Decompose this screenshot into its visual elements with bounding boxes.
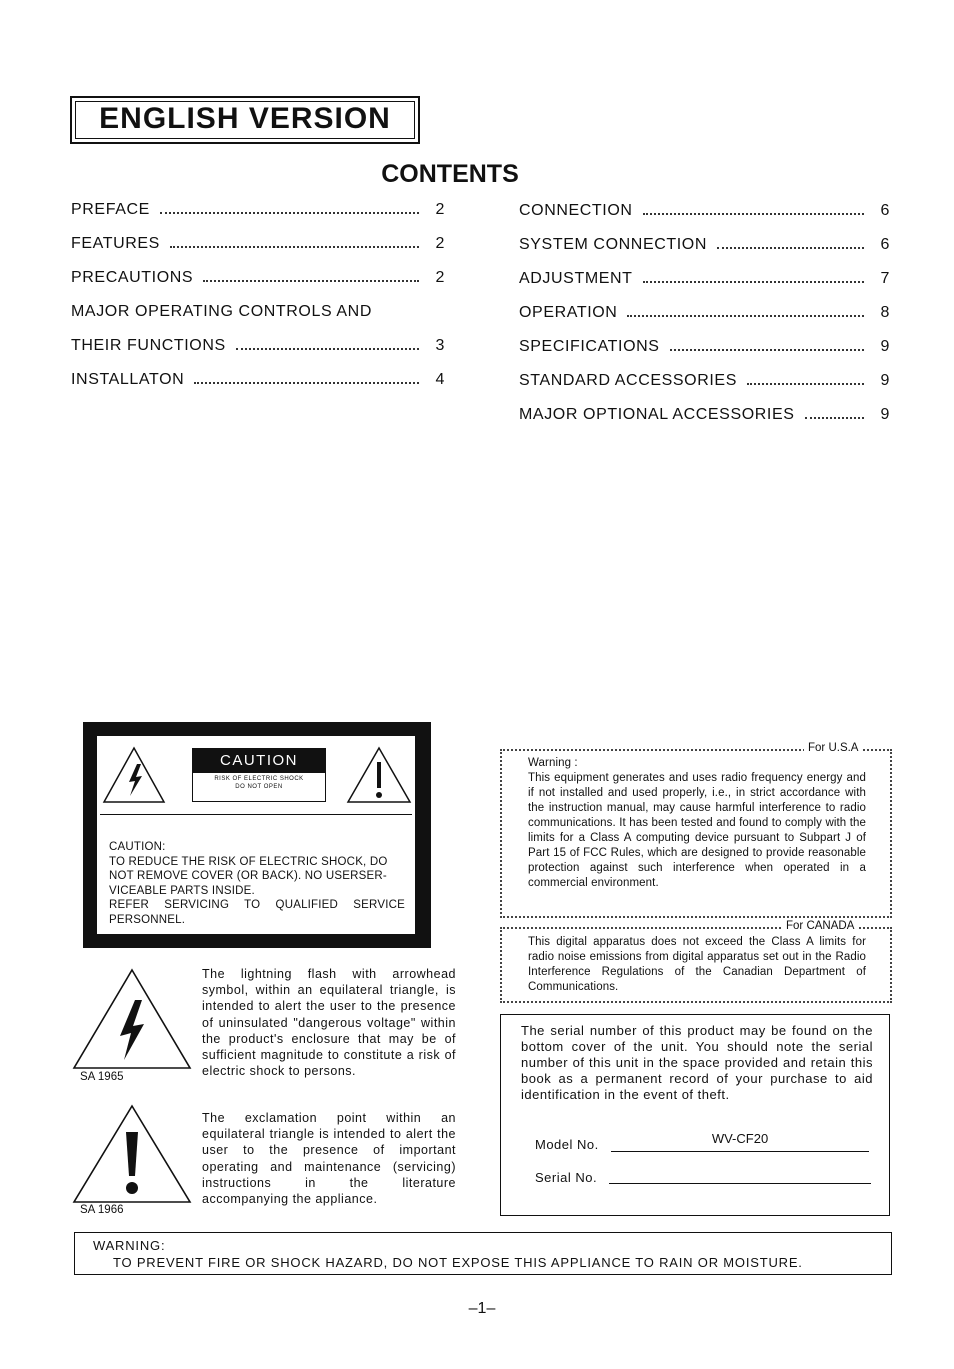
model-number-label: Model No. [535, 1137, 599, 1152]
exclamation-symbol-description: The exclamation point within an equilateral triangle is intended to alert the user to the presence of important operating and maintenance (servicing) instructions in the literature accompanying the appliance. [202, 1111, 456, 1207]
fcc-usa-warning-label: Warning : [528, 757, 578, 769]
toc-item-label: INSTALLATON [71, 371, 185, 388]
toc-item-label: ADJUSTMENT [519, 270, 633, 287]
toc-item[interactable] [71, 371, 445, 393]
page-title: ENGLISH VERSION [99, 102, 391, 135]
toc-item-page: 2 [435, 201, 445, 218]
caution-symbol-strip [100, 740, 412, 815]
toc-leader-dots [717, 247, 864, 249]
toc-item-page: 6 [880, 236, 890, 253]
toc-item[interactable] [519, 372, 890, 394]
toc-leader-dots [203, 280, 419, 282]
toc-item-label: FEATURES [71, 235, 160, 252]
toc-item[interactable] [71, 303, 445, 325]
serial-number-box [500, 1014, 890, 1216]
toc-leader-dots [194, 382, 419, 384]
toc-leader-dots [805, 417, 864, 419]
toc-item-page: 8 [880, 304, 890, 321]
toc-item[interactable] [71, 337, 445, 359]
toc-item-page: 9 [880, 406, 890, 423]
toc-item-page: 4 [435, 371, 445, 388]
serial-number-field[interactable] [609, 1183, 871, 1184]
toc-leader-dots [627, 315, 864, 317]
toc-item[interactable] [519, 406, 890, 428]
symbol-code: SA 1966 [80, 1204, 124, 1216]
toc-leader-dots [747, 383, 864, 385]
lightning-triangle-icon [102, 746, 166, 804]
toc-item[interactable] [71, 269, 445, 291]
serial-number-label: Serial No. [535, 1170, 598, 1185]
toc-item-label: PRECAUTIONS [71, 269, 194, 286]
caution-label [192, 748, 326, 802]
toc-leader-dots [236, 348, 419, 350]
fcc-canada-heading: For CANADA [782, 920, 858, 932]
caution-panel-inner [97, 736, 415, 934]
exclamation-triangle-icon [72, 1104, 192, 1204]
toc-item-page: 7 [880, 270, 890, 287]
toc-item[interactable] [519, 304, 890, 326]
contents-heading: CONTENTS [381, 160, 519, 188]
serial-instructions: The serial number of this product may be found on the bottom cover of the unit. You should note the serial number of this unit in the space provided and retain this book as a permanent record of your purchase to aid identification in the event of theft. [521, 1023, 873, 1102]
caution-text-line: CAUTION: [109, 841, 166, 853]
model-number-line [611, 1151, 869, 1152]
toc-item[interactable] [71, 201, 445, 223]
toc-leader-dots [643, 281, 864, 283]
caution-label-risk-line: RISK OF ELECTRIC SHOCK [214, 776, 304, 782]
toc-leader-dots [643, 213, 864, 215]
toc-item-label: MAJOR OPTIONAL ACCESSORIES [519, 406, 795, 423]
toc-item-page: 2 [435, 269, 445, 286]
toc-item-label: PREFACE [71, 201, 150, 218]
fcc-usa-heading: For U.S.A [804, 742, 862, 754]
toc-leader-dots [160, 212, 419, 214]
caution-instructions [109, 840, 405, 927]
symbol-code: SA 1965 [80, 1071, 124, 1083]
toc-item-page: 9 [880, 372, 890, 389]
toc-item[interactable] [519, 338, 890, 360]
lightning-triangle-icon [72, 968, 192, 1070]
caution-text-line: PERSONNEL. [109, 913, 186, 926]
fcc-usa-text: This equipment generates and uses radio frequency energy and if not installed and used properly, i.e., in strict accordance with the instruction manual, may cause harmful interference to radio communications. It has been tested and found to comply with the limits for a Class A computing device pursuant to Subpart J of Part 15 of FCC Rules, which are designed to provide reasonable protection against such interference when operated in a commercial environment. [528, 772, 866, 889]
toc-item-label: SPECIFICATIONS [519, 338, 660, 355]
toc-leader-dots [670, 349, 864, 351]
toc-item-label: CONNECTION [519, 202, 633, 219]
caution-text-line: REFER SERVICING TO QUALIFIED SERVICE [109, 899, 405, 911]
toc-item-page: 3 [435, 337, 445, 354]
toc-item[interactable] [519, 236, 890, 258]
warning-box [74, 1232, 892, 1275]
toc-item-page: 2 [435, 235, 445, 252]
caution-text-line: VICEABLE PARTS INSIDE. [109, 884, 255, 897]
toc-item-page: 9 [880, 338, 890, 355]
exclamation-triangle-icon [346, 746, 412, 804]
toc-item-label: THEIR FUNCTIONS [71, 337, 226, 354]
lightning-symbol-description: The lightning flash with arrowhead symbol, within an equilateral triangle, is intended to alert the user to the presence of uninsulated "dangerous voltage" within the product's enclosure that may be of sufficient magnitude to constitute a risk of electric shock to persons. [202, 967, 456, 1079]
caution-panel [83, 722, 431, 948]
model-number-value: WV-CF20 [711, 1131, 769, 1146]
toc-item-label: STANDARD ACCESSORIES [519, 372, 737, 389]
toc-item[interactable] [519, 270, 890, 292]
toc-item-label: MAJOR OPERATING CONTROLS AND [71, 303, 372, 320]
fcc-canada-text: This digital apparatus does not exceed the Class A limits for radio noise emissions from digital apparatus set out in the Radio Interference Regulations of the Canadian Department of Communications. [528, 936, 866, 993]
toc-item[interactable] [519, 202, 890, 224]
warning-text: TO PREVENT FIRE OR SHOCK HAZARD, DO NOT EXPOSE THIS APPLIANCE TO RAIN OR MOISTURE. [113, 1255, 803, 1270]
caution-text-line: TO REDUCE THE RISK OF ELECTRIC SHOCK, DO [109, 855, 388, 868]
page-number: –1– [468, 1300, 496, 1317]
toc-item-page: 6 [880, 202, 890, 219]
toc-item-label: SYSTEM CONNECTION [519, 236, 707, 253]
title-box [70, 96, 420, 144]
toc-leader-dots [170, 246, 419, 248]
caution-label-open-line: DO NOT OPEN [235, 784, 283, 790]
warning-title: WARNING: [93, 1238, 166, 1253]
caution-label-title: CAUTION [193, 749, 325, 773]
toc-item[interactable] [71, 235, 445, 257]
caution-text-line: NOT REMOVE COVER (OR BACK). NO USERSER- [109, 870, 387, 882]
toc-item-label: OPERATION [519, 304, 618, 321]
